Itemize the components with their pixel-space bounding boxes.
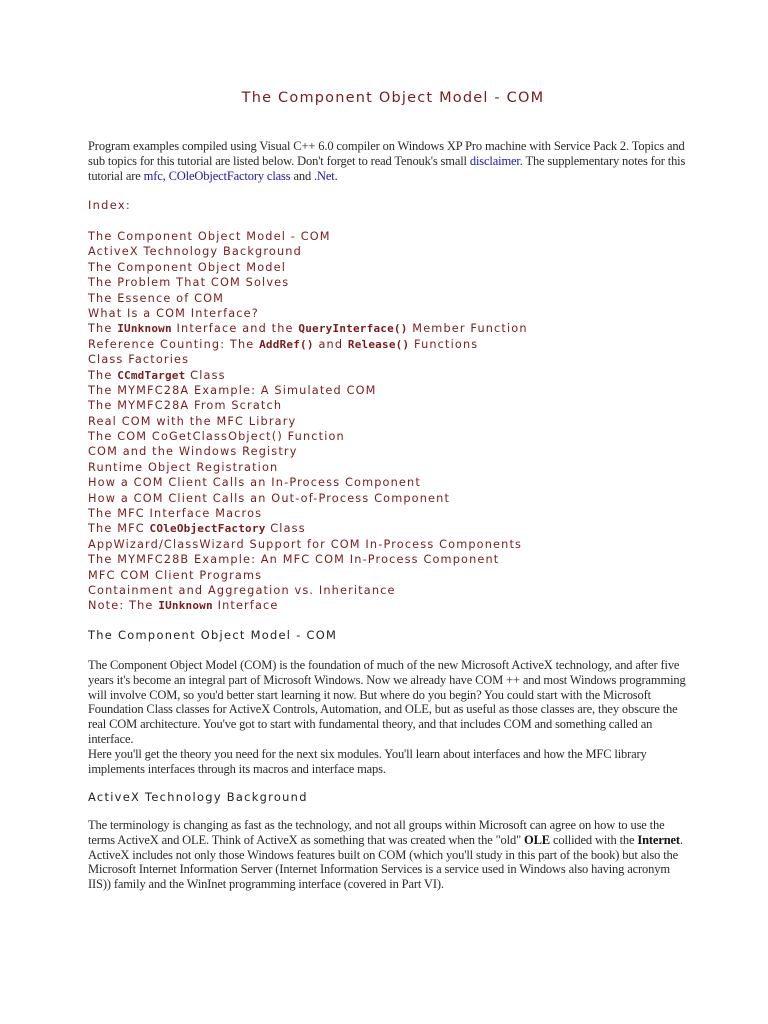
dotnet-link[interactable]: .Net bbox=[314, 168, 335, 183]
disclaimer-link[interactable]: disclaimer bbox=[469, 153, 520, 168]
index-code-term: COleObjectFactory bbox=[149, 522, 266, 536]
index-link-2[interactable] bbox=[88, 244, 528, 259]
ole-bold: OLE bbox=[524, 832, 550, 847]
index-text: How a COM Client Calls an Out-of-Process Component bbox=[88, 491, 451, 505]
index-link-3[interactable] bbox=[88, 260, 528, 275]
index-link-13[interactable] bbox=[88, 414, 528, 429]
intro-paragraph bbox=[88, 139, 694, 183]
index-text: Reference Counting: The bbox=[88, 337, 260, 351]
index-text: The bbox=[88, 368, 118, 382]
index-link-24[interactable] bbox=[88, 583, 528, 598]
coleobjectfactory-link[interactable]: COleObjectFactory class bbox=[168, 168, 291, 183]
index-link-12[interactable] bbox=[88, 398, 528, 413]
index-link-17[interactable] bbox=[88, 475, 528, 490]
index-text: The MFC Interface Macros bbox=[88, 507, 263, 521]
index-link-6[interactable] bbox=[88, 306, 528, 321]
index-text: The MYMFC28B Example: An MFC COM In-Process Component bbox=[88, 553, 500, 567]
activex-paragraph bbox=[88, 818, 694, 892]
index-text: Note: The bbox=[88, 599, 159, 613]
index-link-23[interactable] bbox=[88, 568, 528, 583]
index-text: Class bbox=[185, 368, 226, 382]
index-link-19[interactable] bbox=[88, 506, 528, 521]
section-heading-activex: ActiveX Technology Background bbox=[88, 790, 308, 804]
index-text: Containment and Aggregation vs. Inheritance bbox=[88, 583, 396, 597]
index-text: The Problem That COM Solves bbox=[88, 276, 290, 290]
index-text: ActiveX Technology Background bbox=[88, 245, 302, 259]
intro-text: . The supplementary notes for this tutorial are bbox=[88, 153, 686, 183]
index-code-term: QueryInterface() bbox=[298, 322, 408, 336]
index-text: Member Function bbox=[407, 322, 528, 336]
activex-text: . ActiveX includes not only those Windows features built on COM (which you'll study in this part of the book) but also the Microsoft Internet Information Server (Internet Information Services is a service used in Windows also having acronym IIS)) family and the WinInet programming interface (covered in Part VI). bbox=[88, 832, 683, 892]
index-link-10[interactable] bbox=[88, 368, 528, 383]
index-list bbox=[88, 229, 528, 614]
index-link-22[interactable] bbox=[88, 552, 528, 567]
index-code-term: CCmdTarget bbox=[117, 368, 186, 382]
com-paragraph-2: Here you'll get the theory you need for the next six modules. You'll learn about interfaces and how the MFC library implements interfaces through its macros and interface maps. bbox=[88, 746, 647, 776]
index-code-term: IUnknown bbox=[117, 322, 172, 336]
intro-separator: , bbox=[162, 168, 169, 183]
index-text: The Essence of COM bbox=[88, 291, 225, 305]
index-link-25[interactable] bbox=[88, 598, 528, 613]
index-text: The Component Object Model bbox=[88, 260, 286, 274]
index-heading: Index: bbox=[88, 198, 131, 212]
index-link-1[interactable] bbox=[88, 229, 528, 244]
index-link-18[interactable] bbox=[88, 491, 528, 506]
index-link-21[interactable] bbox=[88, 537, 528, 552]
index-link-4[interactable] bbox=[88, 275, 528, 290]
index-text: Class Factories bbox=[88, 353, 190, 367]
index-text: The MYMFC28A From Scratch bbox=[88, 399, 283, 413]
index-link-15[interactable] bbox=[88, 444, 528, 459]
activex-text: collided with the bbox=[549, 832, 638, 847]
index-text: What Is a COM Interface? bbox=[88, 306, 259, 320]
index-text: How a COM Client Calls an In-Process Component bbox=[88, 476, 421, 490]
index-link-11[interactable] bbox=[88, 383, 528, 398]
index-text: The bbox=[88, 322, 118, 336]
com-paragraph-1: The Component Object Model (COM) is the foundation of much of the new Microsoft ActiveX technology, and after five years it's become an integral part of Microsoft Windows. Now we already have COM ++ and most Windows programming will involve COM, so you'd better start learning it now. But where do you begin? You could start with the Microsoft Foundation Class classes for ActiveX Controls, Automation, and OLE, but as useful as those classes are, they obscure the real COM architecture. You've got to start with fundamental theory, and that includes COM and something called an interface. bbox=[88, 658, 686, 746]
index-text: AppWizard/ClassWizard Support for COM In-Process Components bbox=[88, 537, 523, 551]
index-text: MFC COM Client Programs bbox=[88, 568, 263, 582]
index-link-8[interactable] bbox=[88, 337, 528, 352]
page-title: The Component Object Model - COM bbox=[241, 90, 545, 106]
index-code-term: Release() bbox=[347, 337, 410, 351]
index-link-7[interactable] bbox=[88, 321, 528, 336]
internet-bold: Internet bbox=[637, 832, 680, 847]
com-paragraph bbox=[88, 658, 694, 776]
index-text: COM and the Windows Registry bbox=[88, 445, 298, 459]
index-text: and bbox=[313, 337, 348, 351]
section-heading-com: The Component Object Model - COM bbox=[88, 628, 338, 642]
index-link-16[interactable] bbox=[88, 460, 528, 475]
index-text: Interface bbox=[212, 599, 279, 613]
index-text: The Component Object Model - COM bbox=[88, 230, 331, 243]
intro-text: Program examples compiled using Visual C++ 6.0 compiler on Windows XP Pro machine with Service Pack 2. Topics and sub topics for this tutorial are listed below. Don't forget to read Tenouk's small bbox=[88, 139, 685, 168]
index-text: Real COM with the MFC Library bbox=[88, 414, 297, 428]
index-text: The MFC bbox=[88, 522, 150, 536]
index-text: The COM CoGetClassObject() Function bbox=[88, 430, 345, 444]
index-link-20[interactable] bbox=[88, 521, 528, 536]
index-text: Runtime Object Registration bbox=[88, 460, 279, 474]
activex-text: The terminology is changing as fast as the technology, and not all groups within Microsoft can agree on how to use the terms ActiveX and OLE. Think of ActiveX as something that was created when the "old" bbox=[88, 818, 665, 847]
index-code-term: IUnknown bbox=[158, 599, 213, 613]
index-link-14[interactable] bbox=[88, 429, 528, 444]
intro-text: . bbox=[334, 168, 338, 183]
mfc-link[interactable]: mfc bbox=[143, 168, 163, 183]
index-text: Class bbox=[265, 522, 306, 536]
index-code-term: AddRef() bbox=[259, 337, 314, 351]
index-text: Interface and the bbox=[171, 322, 299, 336]
index-text: The MYMFC28A Example: A Simulated COM bbox=[88, 383, 377, 397]
index-link-5[interactable] bbox=[88, 291, 528, 306]
intro-separator: and bbox=[290, 168, 315, 183]
index-link-9[interactable] bbox=[88, 352, 528, 367]
index-text: Functions bbox=[409, 337, 479, 351]
